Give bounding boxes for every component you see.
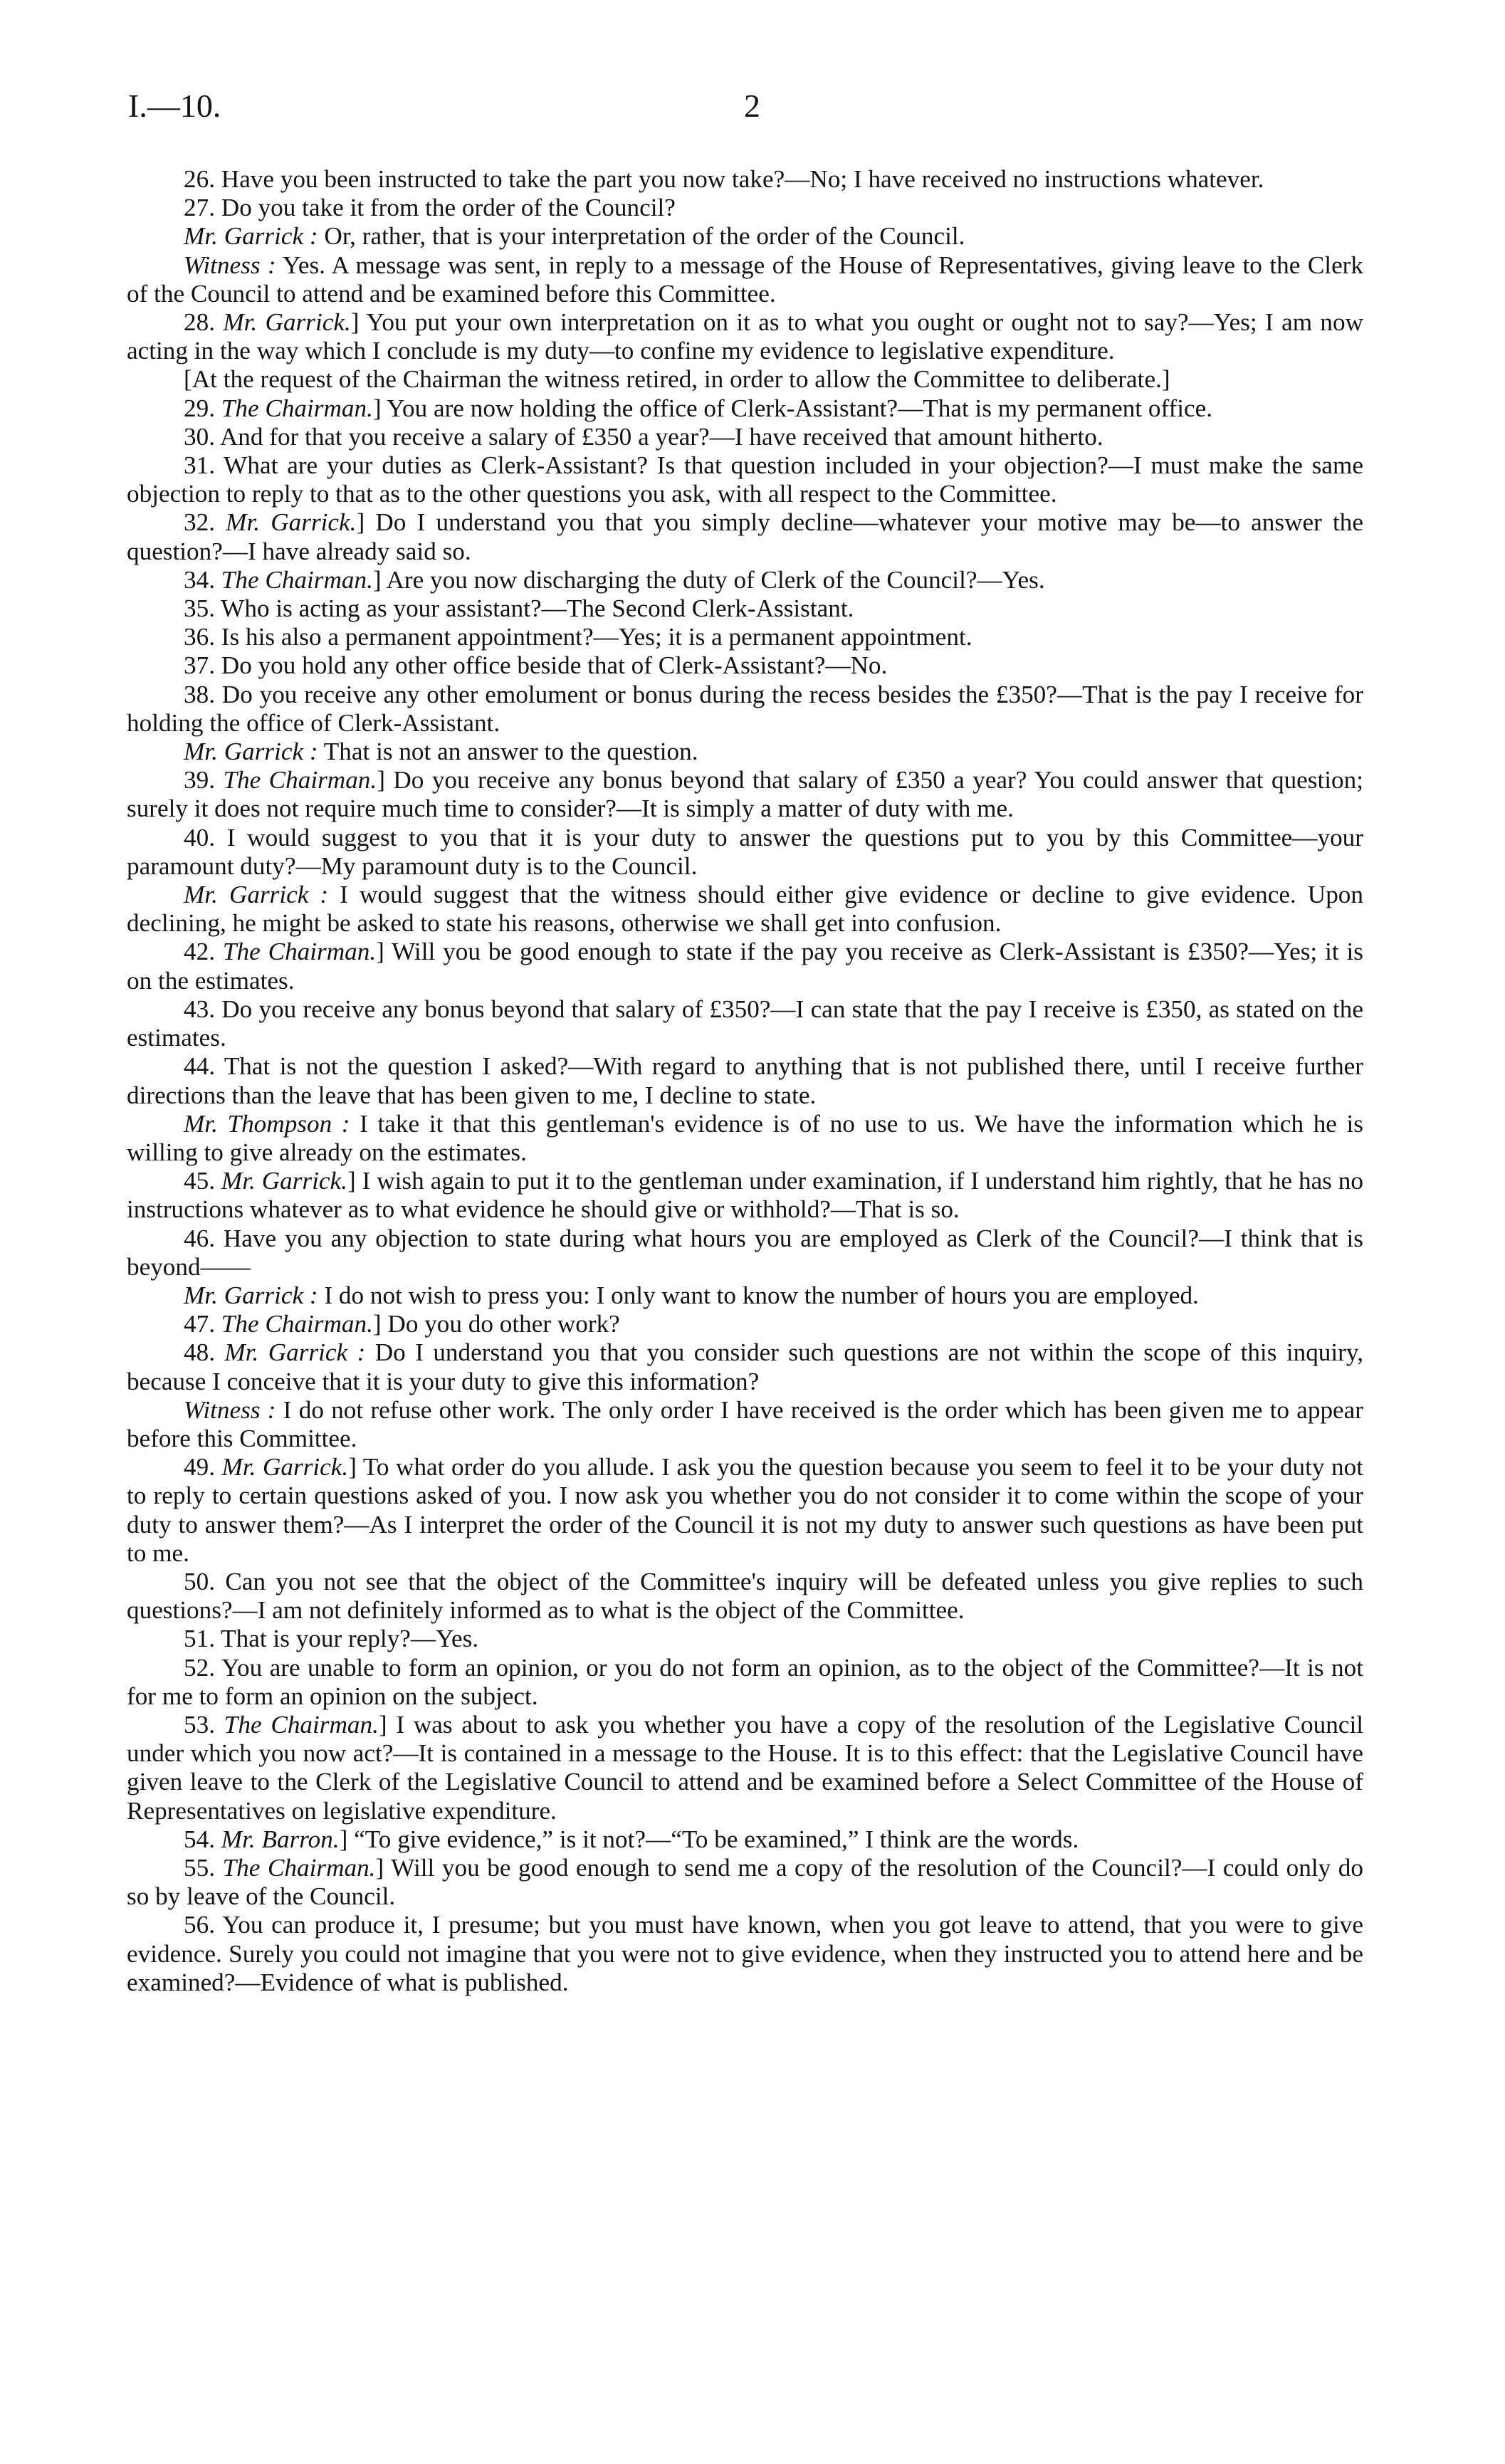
paragraph-text: 51. That is your reply?—Yes.	[184, 1625, 479, 1653]
evidence-paragraph	[127, 194, 1363, 222]
evidence-paragraph	[127, 1281, 1363, 1310]
evidence-paragraph	[127, 222, 1363, 251]
evidence-paragraph	[127, 766, 1363, 823]
evidence-paragraph	[127, 394, 1363, 423]
paragraph-text: That is not an answer to the question.	[318, 738, 698, 766]
evidence-paragraph	[127, 1568, 1363, 1625]
speaker-name: Witness :	[184, 1395, 276, 1424]
evidence-paragraph	[127, 1654, 1363, 1711]
paragraph-text: I do not refuse other work. The only order I have received is the order which has been given me to appear before this Committee.	[127, 1395, 1363, 1452]
evidence-paragraph	[127, 881, 1363, 938]
speaker-name: The Chairman.	[221, 394, 373, 422]
evidence-paragraph	[127, 1338, 1363, 1395]
speaker-name: The Chairman.	[222, 938, 377, 966]
paragraph-text: 26. Have you been instructed to take the part you now take?—No; I have received no instructions whatever.	[184, 165, 1264, 193]
page-number: 2	[744, 88, 760, 124]
paragraph-text: ] You are now holding the office of Clerk-Assistant?—That is my permanent office.	[372, 394, 1213, 422]
evidence-paragraph	[127, 1396, 1363, 1453]
question-number: 42.	[184, 938, 223, 966]
paragraph-text: 38. Do you receive any other emolument or bonus during the recess besides the £350?—That is the pay I receive for holding the office of Clerk-Assistant.	[127, 680, 1363, 737]
evidence-paragraph	[127, 938, 1363, 995]
speaker-name: Mr. Garrick :	[184, 881, 329, 909]
evidence-paragraph	[127, 681, 1363, 738]
speaker-name: Witness :	[184, 251, 276, 279]
evidence-paragraph	[127, 995, 1363, 1052]
paragraph-text: ] You put your own interpretation on it as to what you ought or ought not to say?—Yes; I am now acting in the way which I conclude is my duty—to confine my evidence to legislative expenditure.	[127, 308, 1364, 365]
paragraph-text: ] I was about to ask you whether you have a copy of the resolution of the Legislative Council under which you now act?—It is contained in a message to the House. It is to this effect: that the Legislative Council have given leave to the Clerk of the Legislative Council to attend and be examined before a Select Committee of the House of Representatives on legislative expenditure.	[127, 1710, 1364, 1825]
evidence-paragraph	[127, 1310, 1363, 1338]
evidence-paragraph	[127, 1225, 1363, 1281]
paragraph-text: ] Will you be good enough to state if the pay you receive as Clerk-Assistant is £350?—Yes; it is on the estimates.	[127, 938, 1363, 995]
speaker-name: The Chairman.	[221, 565, 373, 594]
paragraph-text: 36. Is his also a permanent appointment?—Yes; it is a permanent appointment.	[184, 623, 972, 651]
paragraph-text: 31. What are your duties as Clerk-Assistant? Is that question included in your objection?—I must make the same objection to reply to that as to the other questions you ask, with all respect to the Committee.	[127, 451, 1363, 508]
evidence-paragraph	[127, 365, 1363, 394]
question-number: 53.	[184, 1710, 224, 1739]
question-number: 45.	[184, 1167, 221, 1195]
paragraph-text: ] Do you receive any bonus beyond that salary of £350 a year? You could answer that question; surely it does not require much time to consider?—It is simply a matter of duty with me.	[127, 766, 1364, 823]
speaker-name: Mr. Garrick.	[221, 1453, 349, 1482]
paragraph-text: 30. And for that you receive a salary of £350 a year?—I have received that amount hitherto.	[184, 422, 1103, 451]
speaker-name: Mr. Garrick :	[184, 1281, 318, 1309]
paragraph-text: 46. Have you any objection to state during what hours you are employed as Clerk of the Council?—I think that is beyond——	[127, 1224, 1363, 1281]
paragraph-text: 52. You are unable to form an opinion, or you do not form an opinion, as to the object of the Committee?—It is not for me to form an opinion on the subject.	[127, 1653, 1363, 1710]
speaker-name: The Chairman.	[222, 1853, 376, 1882]
speaker-name: The Chairman.	[224, 1710, 379, 1739]
paragraph-text: 56. You can produce it, I presume; but you must have known, when you got leave to attend, that you were to give evidence. Surely you could not imagine that you were not to give evidence, when they instructed you to attend here and be examined?—Evidence of what is published.	[127, 1911, 1363, 1996]
speaker-name: Mr. Garrick.	[226, 508, 357, 537]
speaker-name: Mr. Garrick.	[223, 308, 351, 337]
paragraph-text: 27. Do you take it from the order of the Council?	[184, 194, 676, 222]
evidence-paragraph	[127, 1711, 1363, 1825]
question-number: 47.	[184, 1310, 221, 1338]
evidence-paragraph	[127, 1453, 1363, 1568]
evidence-paragraph	[127, 824, 1363, 881]
paragraph-text: ] Do I understand you that you simply decline—whatever your motive may be—to answer the question?—I have already said so.	[127, 508, 1363, 565]
paragraph-text: 37. Do you hold any other office beside that of Clerk-Assistant?—No.	[184, 651, 888, 680]
paragraph-text: 50. Can you not see that the object of the Committee's inquiry will be defeated unless you give replies to such questions?—I am not definitely informed as to what is the object of the Committee.	[127, 1567, 1363, 1625]
speaker-name: Mr. Thompson :	[184, 1109, 350, 1138]
question-number: 28.	[184, 308, 224, 337]
evidence-paragraph	[127, 1911, 1363, 1997]
paragraph-text: I would suggest that the witness should either give evidence or decline to give evidence. Upon declining, he might be asked to state his reasons, otherwise we shall get into confusion.	[127, 881, 1363, 938]
evidence-paragraph	[127, 165, 1363, 194]
speaker-name: Mr. Garrick.	[221, 1167, 347, 1195]
paragraph-text: ] “To give evidence,” is it not?—“To be examined,” I think are the words.	[339, 1825, 1079, 1853]
evidence-paragraph	[127, 451, 1363, 508]
speaker-name: Mr. Garrick :	[184, 738, 318, 766]
evidence-paragraph	[127, 1625, 1363, 1653]
paragraph-text: I do not wish to press you: I only want to know the number of hours you are employed.	[318, 1281, 1199, 1309]
question-number: 34.	[184, 565, 221, 594]
paragraph-text: 35. Who is acting as your assistant?—The Second Clerk-Assistant.	[184, 594, 854, 623]
evidence-paragraph	[127, 623, 1363, 651]
paragraph-text: Yes. A message was sent, in reply to a message of the House of Representatives, giving leave to the Clerk of the Council to attend and be examined before this Committee.	[127, 251, 1363, 308]
evidence-paragraph	[127, 1854, 1363, 1911]
question-number: 55.	[184, 1853, 223, 1882]
evidence-paragraph	[127, 1825, 1363, 1854]
evidence-paragraph	[127, 1052, 1363, 1109]
evidence-paragraph	[127, 1110, 1363, 1167]
paragraph-text: ] Are you now discharging the duty of Clerk of the Council?—Yes.	[372, 565, 1045, 594]
evidence-paragraph	[127, 594, 1363, 623]
speaker-name: Mr. Garrick :	[224, 1338, 366, 1367]
question-number: 48.	[184, 1338, 225, 1367]
paragraph-text: Do I understand you that you consider such questions are not within the scope of this inquiry, because I conceive that it is your duty to give this information?	[127, 1338, 1363, 1395]
paragraph-text: ] To what order do you allude. I ask you the question because you seem to feel it to be your duty not to reply to certain questions asked of you. I now ask you whether you do not consider it to come within the scope of your duty to answer them?—As I interpret the order of the Council it is not my duty to answer such questions as have been put to me.	[127, 1453, 1363, 1567]
minutes-of-evidence	[127, 165, 1363, 1997]
paragraph-text: ] Will you be good enough to send me a copy of the resolution of the Council?—I could only do so by leave of the Council.	[127, 1853, 1363, 1911]
question-number: 54.	[184, 1825, 221, 1853]
evidence-paragraph	[127, 1167, 1363, 1224]
paragraph-text: Or, rather, that is your interpretation of the order of the Council.	[318, 222, 965, 251]
evidence-paragraph	[127, 738, 1363, 766]
evidence-paragraph	[127, 651, 1363, 680]
speaker-name: Mr. Garrick :	[184, 222, 318, 251]
speaker-name: Mr. Barron.	[221, 1825, 340, 1853]
question-number: 32.	[184, 508, 226, 537]
paragraph-text: 43. Do you receive any bonus beyond that salary of £350?—I can state that the pay I receive is £350, as stated on the estimates.	[127, 995, 1363, 1052]
question-number: 49.	[184, 1453, 222, 1482]
evidence-paragraph	[127, 508, 1363, 565]
paragraph-text: 44. That is not the question I asked?—With regard to anything that is not published there, until I receive further directions than the leave that has been given to me, I decline to state.	[127, 1052, 1363, 1109]
paragraph-text: 40. I would suggest to you that it is your duty to answer the questions put to you by this Committee—your paramount duty?—My paramount duty is to the Council.	[127, 823, 1363, 880]
question-number: 29.	[184, 394, 221, 422]
paragraph-text: [At the request of the Chairman the witness retired, in order to allow the Committee to deliberate.]	[184, 365, 1170, 394]
paragraph-text: ] I wish again to put it to the gentleman under examination, if I understand him rightly, that he has no instructions whatever as to what evidence he should give or withhold?—That is so.	[127, 1167, 1363, 1224]
question-number: 39.	[184, 766, 224, 795]
evidence-paragraph	[127, 423, 1363, 451]
document-code: I.—10.	[128, 88, 221, 124]
evidence-paragraph	[127, 308, 1363, 365]
evidence-paragraph	[127, 566, 1363, 594]
speaker-name: The Chairman.	[221, 1310, 373, 1338]
paragraph-text: ] Do you do other work?	[372, 1310, 620, 1338]
evidence-paragraph	[127, 251, 1363, 308]
speaker-name: The Chairman.	[223, 766, 377, 795]
paragraph-text: I take it that this gentleman's evidence is of no use to us. We have the information which he is willing to give already on the estimates.	[127, 1109, 1364, 1166]
